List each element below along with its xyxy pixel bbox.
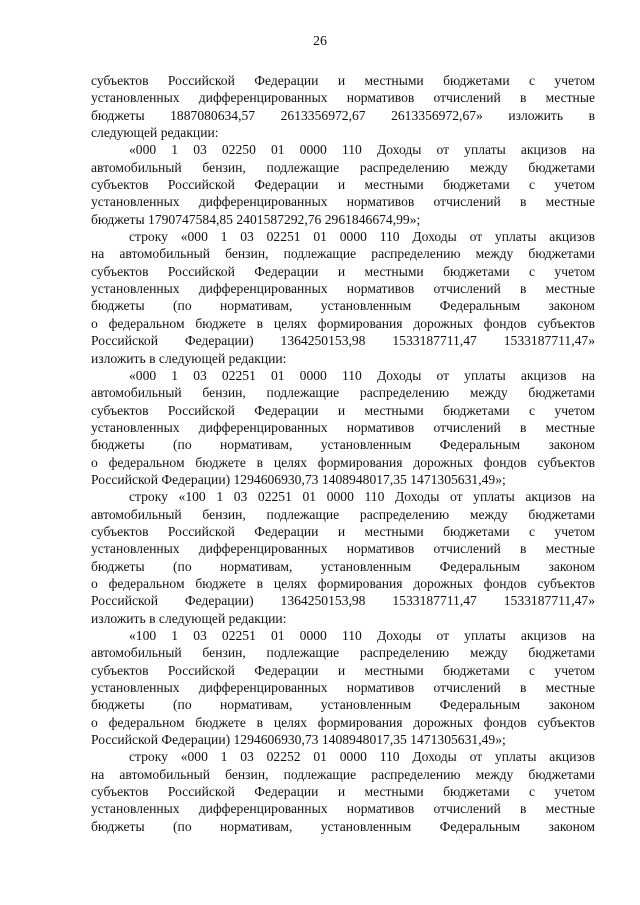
- text-line: на автомобильный бензин, подлежащие распределению между бюджетами: [91, 766, 595, 782]
- text-line: бюджеты (по нормативам, установленным Федеральным законом: [91, 298, 595, 314]
- text-line: автомобильный бензин, подлежащие распределению между бюджетами: [91, 506, 595, 522]
- text-line: изложить в следующей редакции:: [91, 610, 287, 626]
- text-line: установленных дифференцированных нормативов отчислений в местные: [91, 801, 595, 817]
- text-line: о федеральном бюджете в целях формирования дорожных фондов субъектов: [91, 575, 595, 591]
- text-line: установленных дифференцированных нормативов отчислений в местные: [91, 194, 595, 210]
- text-line: субъектов Российской Федерации и местными бюджетами с учетом: [91, 263, 595, 279]
- text-line: Российской Федерации) 1294606930,73 1408948017,35 1471305631,49»;: [91, 732, 506, 748]
- text-line: установленных дифференцированных нормативов отчислений в местные: [91, 541, 595, 557]
- text-line: на автомобильный бензин, подлежащие распределению между бюджетами: [91, 246, 595, 262]
- text-line: субъектов Российской Федерации и местными бюджетами с учетом: [91, 177, 595, 193]
- text-line: Российской Федерации) 1364250153,98 1533187711,47 1533187711,47»: [91, 593, 595, 609]
- text-line: автомобильный бензин, подлежащие распределению между бюджетами: [91, 645, 595, 661]
- text-line: бюджеты (по нормативам, установленным Федеральным законом: [91, 818, 595, 834]
- document-body: [91, 72, 595, 835]
- text-line: бюджеты 1887080634,57 2613356972,67 2613356972,67» изложить в: [91, 107, 595, 123]
- text-line: о федеральном бюджете в целях формирования дорожных фондов субъектов: [91, 714, 595, 730]
- text-line: о федеральном бюджете в целях формирования дорожных фондов субъектов: [91, 454, 595, 470]
- text-line: Российской Федерации) 1364250153,98 1533187711,47 1533187711,47»: [91, 333, 595, 349]
- text-line: установленных дифференцированных нормативов отчислений в местные: [91, 419, 595, 435]
- text-line: следующей редакции:: [91, 125, 219, 141]
- text-line: Российской Федерации) 1294606930,73 1408948017,35 1471305631,49»;: [91, 471, 506, 487]
- text-line: установленных дифференцированных нормативов отчислений в местные: [91, 281, 595, 297]
- text-line: строку «000 1 03 02252 01 0000 110 Доходы от уплаты акцизов: [129, 749, 595, 765]
- text-line: «000 1 03 02251 01 0000 110 Доходы от уплаты акцизов на: [129, 367, 595, 383]
- text-line: «100 1 03 02251 01 0000 110 Доходы от уплаты акцизов на: [129, 628, 595, 643]
- text-line: изложить в следующей редакции:: [91, 350, 287, 366]
- text-line: бюджеты (по нормативам, установленным Федеральным законом: [91, 437, 595, 453]
- text-line: установленных дифференцированных нормативов отчислений в местные: [91, 680, 595, 696]
- text-line: «000 1 03 02250 01 0000 110 Доходы от уплаты акцизов на: [129, 142, 595, 158]
- text-line: строку «100 1 03 02251 01 0000 110 Доходы от уплаты акцизов на: [129, 489, 595, 505]
- text-line: бюджеты (по нормативам, установленным Федеральным законом: [91, 558, 595, 574]
- text-line: бюджеты (по нормативам, установленным Федеральным законом: [91, 697, 595, 713]
- text-line: субъектов Российской Федерации и местными бюджетами с учетом: [91, 73, 595, 88]
- text-line: субъектов Российской Федерации и местными бюджетами с учетом: [91, 662, 595, 678]
- text-line: о федеральном бюджете в целях формирования дорожных фондов субъектов: [91, 315, 595, 331]
- text-line: автомобильный бензин, подлежащие распределению между бюджетами: [91, 385, 595, 401]
- text-line: установленных дифференцированных нормативов отчислений в местные: [91, 90, 595, 106]
- text-line: субъектов Российской Федерации и местными бюджетами с учетом: [91, 402, 595, 418]
- text-line: бюджеты 1790747584,85 2401587292,76 2961846674,99»;: [91, 211, 421, 227]
- text-line: субъектов Российской Федерации и местными бюджетами с учетом: [91, 784, 595, 800]
- page-number: 26: [313, 34, 327, 49]
- text-line: автомобильный бензин, подлежащие распределению между бюджетами: [91, 159, 595, 175]
- text-line: строку «000 1 03 02251 01 0000 110 Доходы от уплаты акцизов: [129, 229, 595, 245]
- text-line: субъектов Российской Федерации и местными бюджетами с учетом: [91, 523, 595, 539]
